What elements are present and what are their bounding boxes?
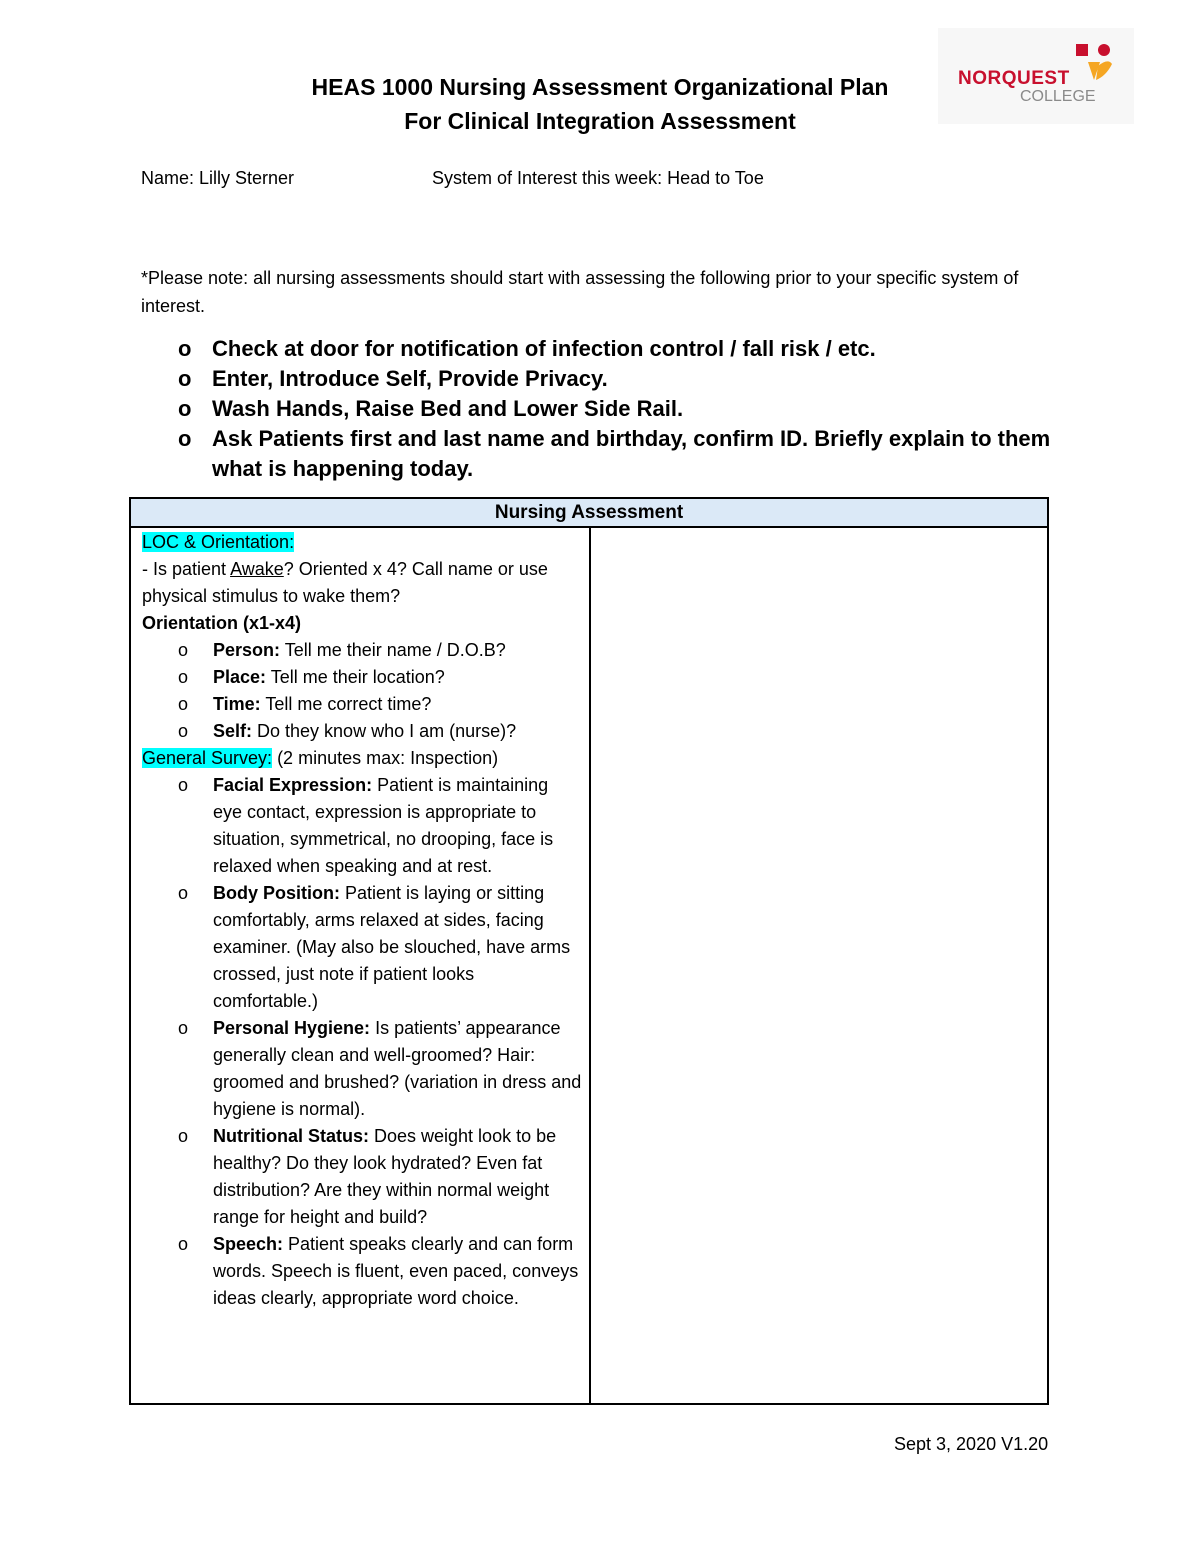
- item-label: Body Position:: [213, 883, 340, 903]
- item-text: Does weight look to be healthy? Do they look hydrated? Even fat distribution? Are they within normal weight range for height and build?: [213, 1126, 557, 1227]
- checklist-text: Wash Hands, Raise Bed and Lower Side Rail.: [212, 396, 684, 421]
- bullet-marker: o: [178, 721, 189, 741]
- bullet-marker: o: [178, 1018, 189, 1038]
- item-label: Time:: [213, 694, 261, 714]
- loc-text-pre: - Is patient: [142, 559, 231, 579]
- checklist-item: [170, 394, 1070, 424]
- item-label: Speech:: [213, 1234, 284, 1254]
- item-label: Self:: [213, 721, 253, 741]
- item-label: Person:: [213, 640, 281, 660]
- student-name: Name: Lilly Sterner: [141, 168, 295, 188]
- bullet-marker: o: [178, 667, 189, 687]
- orientation-item: [142, 637, 582, 664]
- bullet-marker: o: [178, 1126, 189, 1146]
- loc-instruction: [142, 556, 582, 610]
- item-text: Patient speaks clearly and can form words. Speech is fluent, even paced, conveys ideas clearly, appropriate word choice.: [213, 1234, 579, 1308]
- bullet-marker: o: [178, 396, 192, 421]
- survey-heading-line: [142, 745, 582, 772]
- survey-heading: General Survey:: [142, 748, 273, 768]
- document-subtitle: For Clinical Integration Assessment: [404, 108, 796, 134]
- bullet-marker: o: [178, 366, 192, 391]
- item-text: Is patients’ appearance generally clean and well-groomed? Hair: groomed and brushed? (variation in dress and hygiene is normal).: [213, 1018, 582, 1119]
- table-header: Nursing Assessment: [131, 499, 1047, 528]
- bullet-marker: o: [178, 426, 192, 451]
- item-text: Tell me their name / D.O.B?: [280, 640, 506, 660]
- survey-note: (2 minutes max: Inspection): [272, 748, 499, 768]
- column-divider: [589, 526, 591, 1403]
- norquest-logo: [938, 28, 1134, 124]
- version-footer: Sept 3, 2020 V1.20: [894, 1434, 1049, 1454]
- logo-line1: NORQUEST: [958, 68, 1070, 89]
- bullet-marker: o: [178, 694, 189, 714]
- checklist-text: Ask Patients first and last name and birthday, confirm ID. Briefly explain to them what is happening today.: [212, 426, 1051, 481]
- orientation-item: [142, 664, 582, 691]
- checklist-text: Check at door for notification of infection control / fall risk / etc.: [212, 336, 876, 361]
- survey-item: [142, 1015, 582, 1123]
- item-label: Personal Hygiene:: [213, 1018, 371, 1038]
- item-text: Patient is laying or sitting comfortably, arms relaxed at sides, facing examiner. (May also be slouched, have arms crossed, just note if patient looks comfortable.): [213, 883, 571, 1011]
- item-label: Place:: [213, 667, 267, 687]
- checklist-text: Enter, Introduce Self, Provide Privacy.: [212, 366, 608, 391]
- checklist-item: [170, 364, 1070, 394]
- orientation-item: [142, 691, 582, 718]
- pre-assessment-checklist: [170, 334, 1070, 484]
- logo-line2: COLLEGE: [1020, 88, 1096, 105]
- survey-item: [142, 1123, 582, 1231]
- item-label: Nutritional Status:: [213, 1126, 369, 1146]
- bullet-marker: o: [178, 640, 189, 660]
- survey-item: [142, 1231, 582, 1312]
- orientation-item: [142, 718, 582, 745]
- survey-item: [142, 772, 582, 880]
- document-title: HEAS 1000 Nursing Assessment Organizational Plan: [311, 74, 889, 100]
- bullet-marker: o: [178, 775, 189, 795]
- orientation-heading: Orientation (x1-x4): [142, 613, 302, 633]
- system-of-interest: System of Interest this week: Head to Toe: [432, 168, 764, 188]
- item-text: Tell me their location?: [266, 667, 445, 687]
- survey-item: [142, 880, 582, 1015]
- bullet-marker: o: [178, 336, 192, 361]
- item-text: Do they know who I am (nurse)?: [252, 721, 517, 741]
- loc-heading: LOC & Orientation:: [142, 532, 295, 552]
- item-text: Patient is maintaining eye contact, expression is appropriate to situation, symmetrical, no drooping, face is relaxed when speaking and at rest.: [213, 775, 554, 876]
- loc-text-underlined: Awake: [230, 559, 284, 579]
- assessment-content-cell: [142, 529, 582, 1312]
- nursing-assessment-table: [129, 497, 1049, 1405]
- checklist-item: [170, 424, 1070, 484]
- item-text: Tell me correct time?: [260, 694, 432, 714]
- bullet-marker: o: [178, 883, 189, 903]
- loc-text-post: ? Oriented x 4? Call name or use physical stimulus to wake them?: [142, 559, 548, 606]
- assessment-note: *Please note: all nursing assessments should start with assessing the following prior to your specific system of interest.: [141, 268, 1019, 316]
- item-label: Facial Expression:: [213, 775, 373, 795]
- checklist-item: [170, 334, 1070, 364]
- bullet-marker: o: [178, 1234, 189, 1254]
